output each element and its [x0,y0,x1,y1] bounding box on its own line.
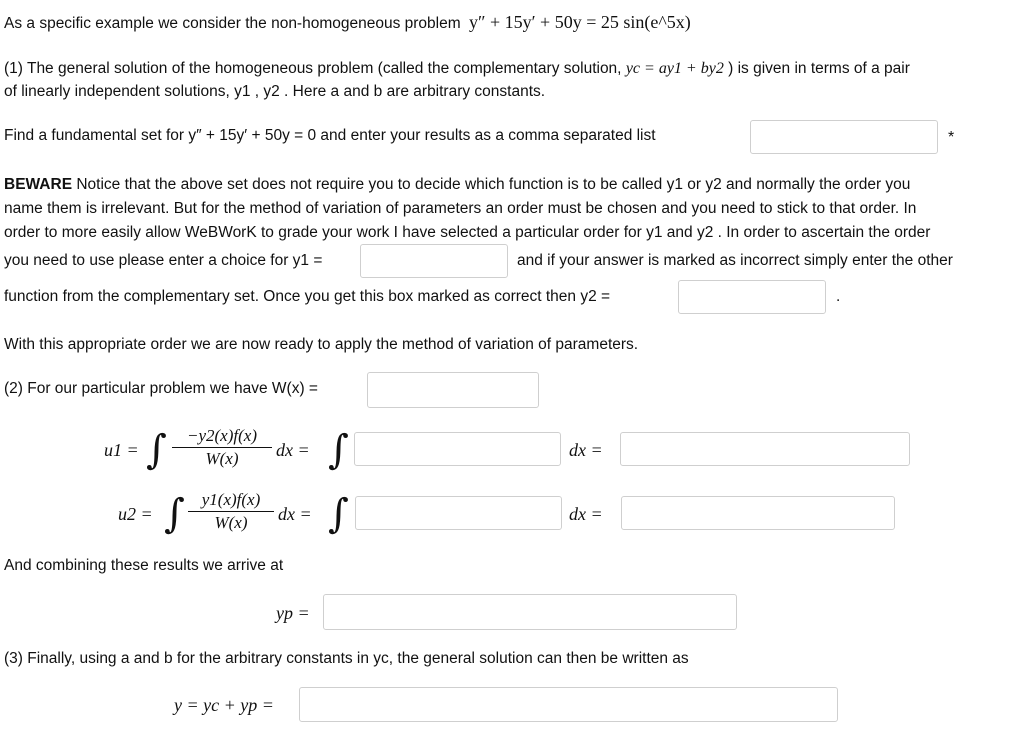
beware-line1 [4,175,910,195]
y1-choice-input[interactable] [360,244,508,278]
u1-fraction [172,426,272,469]
u1-integrand-input[interactable] [354,432,561,466]
part3-text: (3) Finally, using a and b for the arbitrary constants in yc, the general solution can then be written as [4,650,689,667]
u2-integral-sign-icon: ∫ [164,491,185,537]
combine-text: And combining these results we arrive at [4,557,284,574]
intro-ode: y″ + 15y′ + 50y = 25 sin(e^5x) [468,12,691,32]
part1-line1 [4,59,910,79]
u2-integrand-input[interactable] [355,496,562,530]
u2-numerator: y1(x)f(x) [188,490,274,512]
u2-denominator: W(x) [214,513,248,532]
u1-result-input[interactable] [620,432,910,466]
yp-input[interactable] [323,594,737,630]
part1-yc-expr: yc = ay1 + by2 [625,60,724,77]
intro-line [4,12,691,34]
part2-wronskian-text: (2) For our particular problem we have W(x) = [4,380,318,397]
beware-line2: name them is irrelevant. But for the method of variation of parameters an order must be chosen and you need to stick to that order. In [4,200,917,217]
required-star: * [948,129,955,146]
fundamental-set-input[interactable] [750,120,938,154]
beware-text-5a: function from the complementary set. Once you get this box marked as correct then y2 = [4,288,611,305]
variation-text: With this appropriate order we are now ready to apply the method of variation of parameters. [4,336,639,353]
part1-text-a: (1) The general solution of the homogeneous problem (called the complementary solution, [4,60,622,77]
beware-text-1: Notice that the above set does not require you to decide which function is to be called y1 or y2 and normally the order you [72,176,911,193]
u1-integral-sign-2-icon: ∫ [328,427,349,473]
u1-dx-eq-1: dx = [276,440,310,460]
u1-label: u1 = [104,440,139,460]
u2-result-input[interactable] [621,496,895,530]
u1-integral-sign-icon: ∫ [146,427,167,473]
u2-dx-eq-1: dx = [278,504,312,524]
u2-label: u2 = [118,504,153,524]
u1-dx-eq-2: dx = [569,440,603,460]
intro-text: As a specific example we consider the non-homogeneous problem [4,15,461,32]
wronskian-input[interactable] [367,372,539,408]
u2-integral-sign-2-icon: ∫ [328,491,349,537]
u2-fraction [188,490,274,533]
beware-text-4b: and if your answer is marked as incorrect simply enter the other [517,252,953,269]
part1-line2: of linearly independent solutions, y1 , y2 . Here a and b are arbitrary constants. [4,83,546,100]
general-solution-input[interactable] [299,687,838,722]
beware-label: BEWARE [4,176,73,193]
yp-label: yp = [276,603,310,623]
general-solution-label: y = yc + yp = [174,695,274,715]
find-fundamental-text: Find a fundamental set for y″ + 15y′ + 50y = 0 and enter your results as a comma separated list [4,127,656,144]
u1-denominator: W(x) [205,449,239,468]
beware-line4 [4,251,322,271]
u1-numerator: −y2(x)f(x) [172,426,272,448]
beware-text-4a: you need to use please enter a choice for y1 = [4,252,323,269]
beware-period: . [836,288,841,305]
part1-text-b: ) is given in terms of a pair [728,60,910,77]
u2-dx-eq-2: dx = [569,504,603,524]
y2-choice-input[interactable] [678,280,826,314]
beware-line3: order to more easily allow WeBWorK to grade your work I have selected a particular order for y1 and y2 . In order to ascertain the order [4,224,931,241]
